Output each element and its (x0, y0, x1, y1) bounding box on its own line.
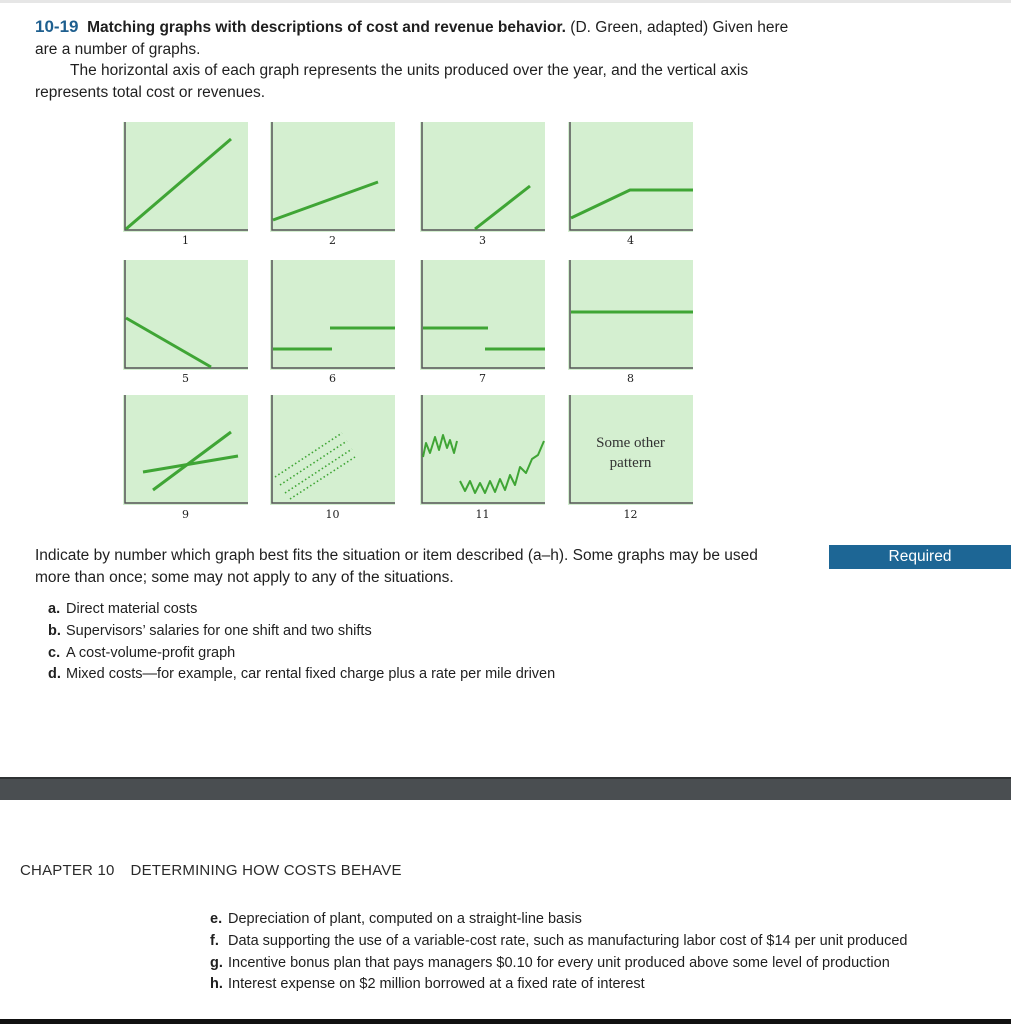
required-button[interactable]: Required (829, 545, 1011, 569)
problem-number: 10-19 (35, 17, 79, 36)
graph-7-plot (420, 260, 545, 370)
item-f (210, 931, 907, 953)
graph-8 (568, 260, 693, 370)
item-letter: b. (48, 622, 61, 639)
item-letter: f. (210, 932, 219, 949)
item-text: Interest expense on $2 million borrowed at a fixed rate of interest (228, 976, 645, 993)
graph-12-text (568, 433, 693, 473)
graph-2-plot (270, 122, 395, 232)
chapter-header (20, 862, 402, 879)
item-text: Mixed costs—for example, car rental fixed charge plus a rate per mile driven (66, 666, 556, 683)
item-text: A cost-volume-profit graph (66, 644, 236, 661)
item-letter: e. (210, 911, 223, 927)
problem-title: Matching graphs with descriptions of cost and revenue behavior. (87, 19, 566, 36)
graph-11-plot (420, 395, 545, 505)
item-text: Direct material costs (66, 601, 198, 617)
graph-11-label: 11 (475, 508, 490, 521)
graph-5-plot (123, 260, 248, 370)
item-letter: g. (210, 954, 223, 971)
items-a-d (48, 599, 555, 686)
bottom-bar (0, 1019, 1011, 1024)
graph-6-plot (270, 260, 395, 370)
item-letter: c. (48, 644, 61, 661)
instructions: Indicate by number which graph best fits the situation or item described (a–h). Some graphs may be used more than once; some may not apply to any of the situations. (35, 547, 758, 586)
item-text: Depreciation of plant, computed on a straight-line basis (228, 911, 582, 927)
graph-8-plot (568, 260, 693, 370)
item-letter: h. (210, 976, 223, 993)
graph-3-plot (420, 122, 545, 232)
graph-9-label: 9 (182, 508, 189, 521)
problem-heading (35, 16, 795, 60)
axes-note: The horizontal axis of each graph represents the units produced over the year, and the vertical axis represents total cost or revenues. (35, 62, 749, 101)
graph-9 (123, 395, 248, 505)
problem-lead: (D. Green, adapted) Given here are a number of graphs. (35, 19, 789, 58)
graph-7 (420, 260, 545, 370)
item-e (210, 909, 907, 931)
graph-6-label: 6 (329, 372, 336, 385)
graph-4-label: 4 (627, 234, 634, 247)
item-c (48, 643, 555, 665)
graph-12 (568, 395, 693, 505)
graph-2 (270, 122, 395, 232)
item-d (48, 664, 555, 686)
graph-3-label: 3 (479, 234, 486, 247)
graph-4-plot (568, 122, 693, 232)
chapter-number: CHAPTER 10 (20, 862, 115, 879)
graph-12-text-line1: Some other (596, 435, 665, 451)
graph-12-label: 12 (623, 508, 638, 521)
graph-3 (420, 122, 545, 232)
graph-1-label: 1 (182, 234, 189, 247)
item-g (210, 953, 907, 975)
top-edge (0, 0, 1011, 3)
graph-10-label: 10 (325, 508, 340, 521)
graph-12-text-line2: pattern (609, 455, 652, 471)
item-b (48, 621, 555, 643)
graph-5 (123, 260, 248, 370)
item-h (210, 974, 907, 996)
problem-intro (35, 16, 795, 103)
item-letter: a. (48, 601, 61, 617)
item-text: Incentive bonus plan that pays managers $0.10 for every unit produced above some level of production (228, 954, 890, 971)
item-text: Data supporting the use of a variable-cost rate, such as manufacturing labor cost of $14 per unit produced (228, 932, 908, 949)
graph-8-label: 8 (627, 372, 634, 385)
graph-1-plot (123, 122, 248, 232)
graph-2-label: 2 (329, 234, 336, 247)
graph-1 (123, 122, 248, 232)
graph-9-plot (123, 395, 248, 505)
item-text: Supervisors’ salaries for one shift and two shifts (66, 622, 372, 639)
item-letter: d. (48, 666, 61, 683)
graph-10 (270, 395, 395, 505)
graph-11 (420, 395, 545, 505)
graph-6 (270, 260, 395, 370)
items-e-h (210, 909, 907, 996)
graph-10-plot (270, 395, 395, 505)
page-divider (0, 777, 1011, 800)
graph-5-label: 5 (182, 372, 189, 385)
graph-4 (568, 122, 693, 232)
graph-7-label: 7 (479, 372, 486, 385)
item-a (48, 599, 555, 621)
chapter-title: DETERMINING HOW COSTS BEHAVE (130, 862, 402, 879)
